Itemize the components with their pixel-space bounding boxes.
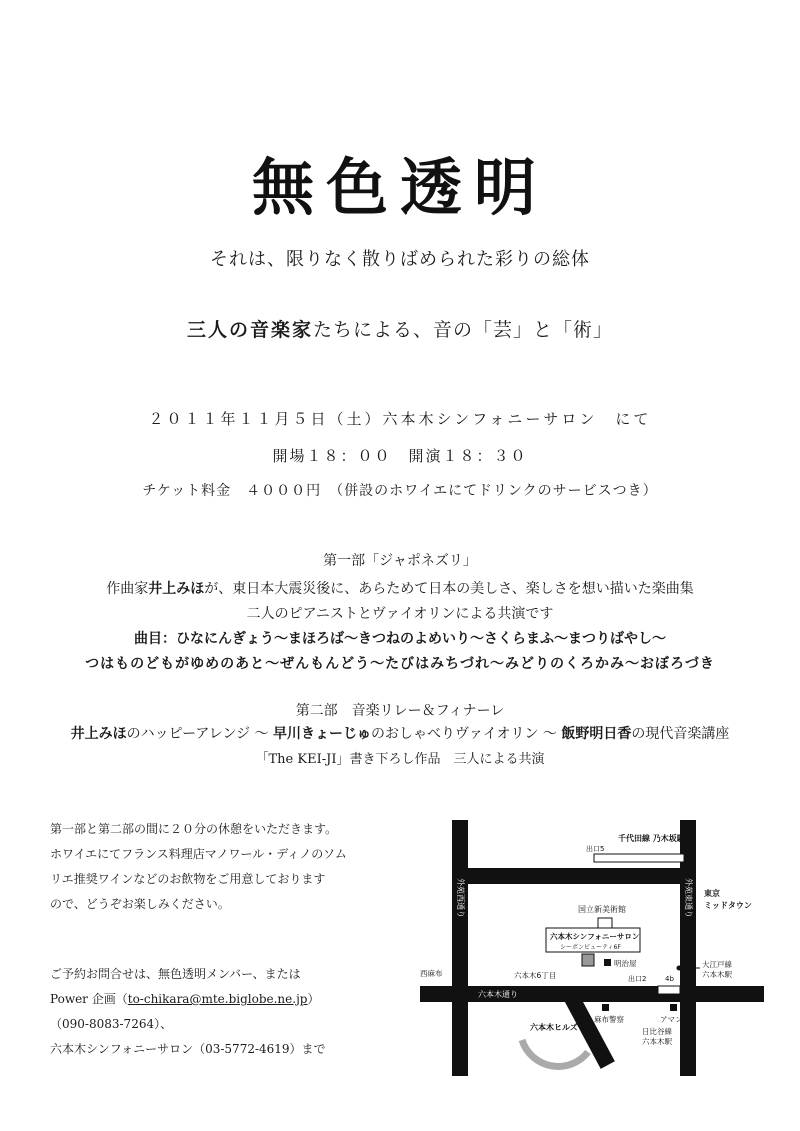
ticket-price: チケット料金 ４０００円 （併設のホワイエにてドリンクのサービスつき）: [142, 483, 658, 499]
hills-arc-icon: [522, 1040, 588, 1066]
label-oedo-line: 大江戸線: [702, 960, 732, 969]
part1-desc-post: が、東日本大震災後に、あらためて日本の美しさ、楽しさを想い描いた楽曲集: [204, 581, 694, 597]
label-gaien-nishi: 外苑西通り: [456, 878, 465, 918]
label-salon-building: シーボンビューティ6F: [560, 944, 621, 951]
tagline-rest: たちによる、音の「芸」と「術」: [313, 319, 614, 341]
performer-3: 飯野明日香: [561, 726, 632, 742]
part1-description-2: 二人のピアニストとヴァイオリンによる共演です: [246, 606, 554, 622]
label-nishiazabu: 西麻布: [420, 969, 443, 978]
label-gaien-higashi: 外苑東通り: [684, 878, 693, 918]
label-hibiya-line: 日比谷線: [642, 1027, 672, 1036]
access-map: [418, 818, 764, 1080]
performer-2-text: のおしゃべりヴァイオリン ～: [371, 726, 562, 742]
performer-2: 早川きょーじゅ: [273, 726, 372, 742]
nogizaka-station-icon: [594, 854, 684, 862]
label-almond: アマンド: [660, 1015, 690, 1024]
salon-icon: [582, 954, 594, 966]
performer-3-text: の現代音楽講座: [631, 726, 730, 742]
label-roppongi6: 六本木6丁目: [514, 971, 557, 980]
tagline-strong: 三人の音楽家: [186, 319, 313, 341]
event-subtitle: それは、限りなく散りばめられた彩りの総体: [210, 249, 590, 270]
police-icon: [602, 1004, 609, 1011]
event-title: 無色透明: [251, 151, 548, 224]
contact-phone: （090-8083-7264）、: [50, 1017, 173, 1031]
label-roppongi-hills: 六本木ヒルズ: [530, 1023, 578, 1032]
roppongi-station-icon: [658, 986, 680, 994]
performer-1: 井上みほ: [70, 726, 127, 742]
contact-paren: ）: [307, 992, 320, 1006]
event-times: 開場１８：００ 開演１８：３０: [272, 447, 528, 465]
part1-songs-line2: つはものどもがゆめのあと～ぜんもんどう～たびはみちづれ～みどりのくろかみ～おぼろづき: [85, 656, 715, 672]
label-hibiya-station: 六本木駅: [642, 1037, 672, 1046]
label-midtown: ミッドタウン: [704, 901, 752, 910]
performer-1-text: のハッピーアレンジ ～: [126, 726, 274, 742]
intermission-note: [50, 817, 347, 917]
part1-desc-pre: 作曲家: [106, 581, 149, 597]
composer-name: 井上みほ: [148, 581, 205, 597]
contact-email-line: [50, 987, 326, 1012]
label-exit2: 出口2: [628, 975, 647, 983]
label-chiyoda-line: 千代田線 乃木坂駅: [618, 834, 685, 843]
label-roppongi-dori: 六本木通り: [478, 990, 518, 999]
part1-heading: 第一部「ジャポネズリ」: [323, 553, 477, 569]
almond-icon: [670, 1004, 677, 1011]
event-tagline: [0, 315, 800, 342]
label-exit4b: 4b: [665, 975, 674, 983]
part1-songs-line1: 曲目：ひなにんぎょう～まほろば～きつねのよめいり～さくらまふ～まつりばやし～: [134, 631, 666, 647]
contact-line: ご予約お問合せは、無色透明メンバー、または: [50, 967, 301, 981]
intermission-line: リエ推奨ワインなどのお飲物をご用意しております: [50, 872, 326, 886]
road-diagonal: [574, 1002, 604, 1058]
label-salon: 六本木シンフォニーサロン: [550, 932, 640, 941]
part1-description: [0, 578, 800, 598]
intermission-line: ホワイエにてフランス料理店マノワール・ディノのソム: [50, 847, 347, 861]
label-tokyo: 東京: [704, 889, 720, 898]
oedo-dot-icon: [677, 966, 682, 971]
event-date-venue: ２０１１年１１月５日（土）六本木シンフォニーサロン にて: [148, 410, 652, 428]
label-meijiya: 明治屋: [614, 959, 637, 968]
intermission-line: 第一部と第二部の間に２０分の休憩をいただきます。: [50, 822, 338, 836]
label-national-art-center: 国立新美術館: [578, 905, 626, 914]
part2-finale: 「The KEI-JI」書き下ろし作品 三人による共演: [255, 752, 545, 767]
meijiya-icon: [604, 959, 611, 966]
label-oedo-station: 六本木駅: [702, 970, 732, 979]
contact-info: [50, 962, 326, 1062]
contact-email-link[interactable]: to-chikara@mte.biglobe.ne.jp: [127, 992, 308, 1006]
contact-venue-phone: 六本木シンフォニーサロン（03-5772-4619）まで: [50, 1042, 326, 1056]
part2-heading: 第二部 音楽リレー＆フィナーレ: [295, 703, 505, 719]
label-exit5: 出口5: [586, 845, 605, 853]
contact-org: Power 企画（: [50, 992, 128, 1006]
intermission-line: ので、どうぞお楽しみください。: [50, 897, 230, 911]
label-azabu-police: 麻布警察: [594, 1015, 624, 1024]
part2-performers: [0, 723, 800, 743]
